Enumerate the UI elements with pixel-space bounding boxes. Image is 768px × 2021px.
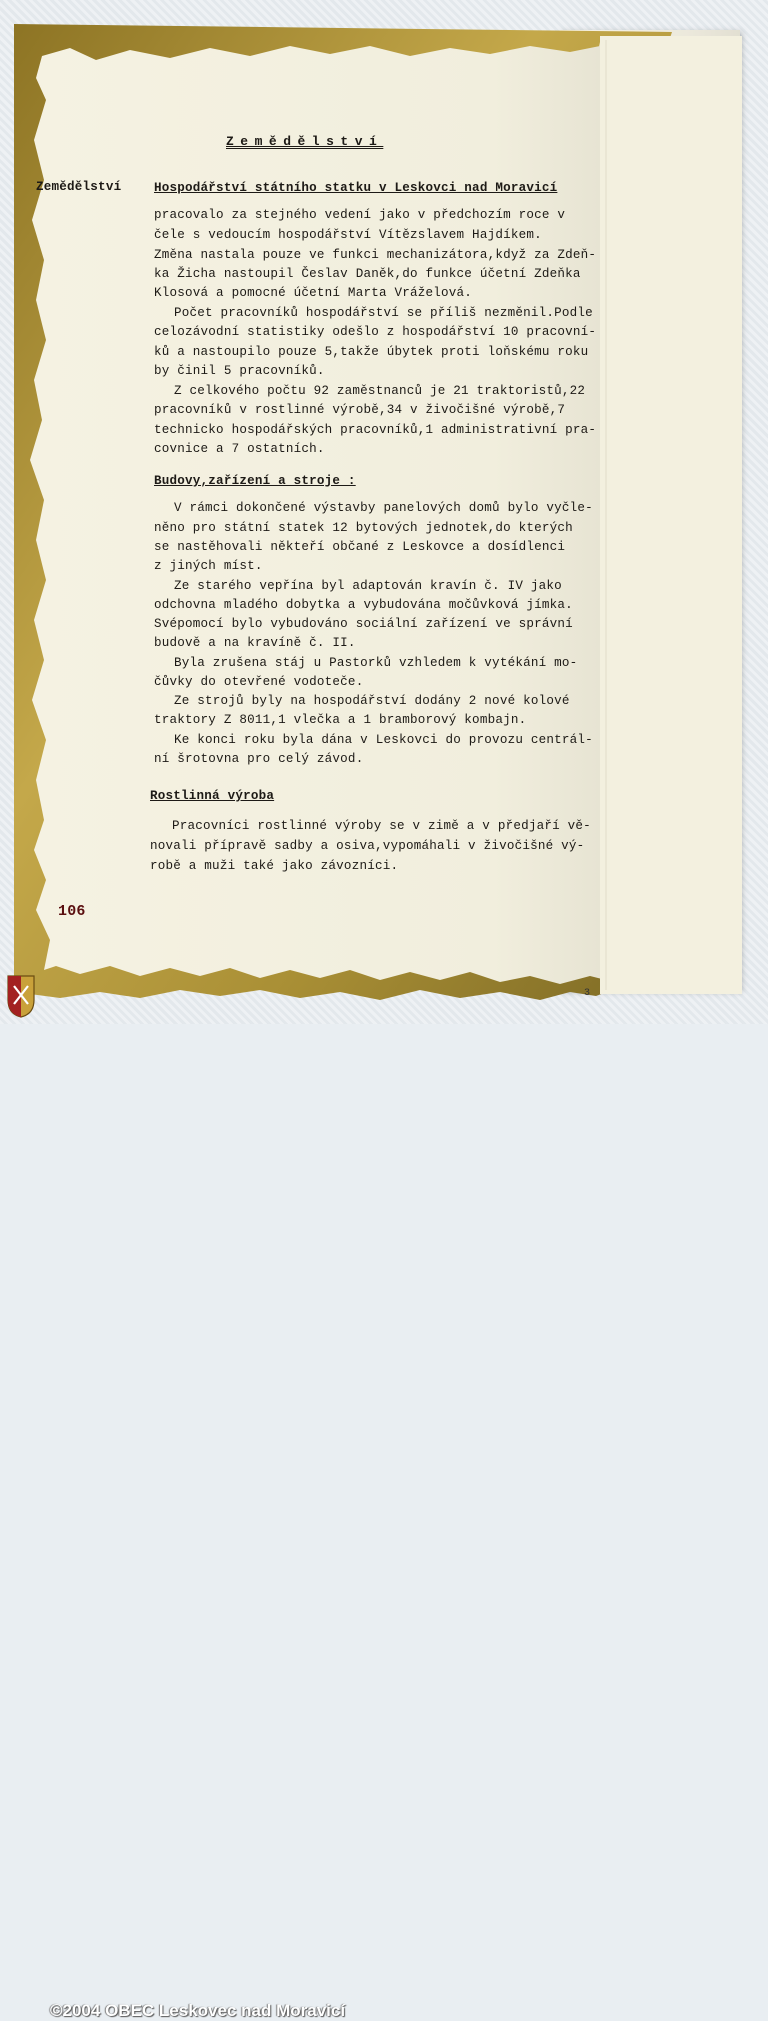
copyright-bar xyxy=(0,1000,768,2020)
text-line: novali přípravě sadby a osiva,vypomáhali v živočišné vý- xyxy=(150,839,585,853)
text-line: covnice a 7 ostatních. xyxy=(154,442,325,456)
copyright-text: ©2004 OBEC Leskovec nad Moravicí xyxy=(50,2001,346,2020)
text-line: čůvky do otevřené vodoteče. xyxy=(154,675,364,689)
text-line: z jiných míst. xyxy=(154,559,263,573)
page-number: 106 xyxy=(58,903,86,920)
text-line: Klosová a pomocné účetní Marta Vráželová. xyxy=(154,286,473,300)
text-line: Ze starého vepřína byl adaptován kravín č. IV jako xyxy=(174,579,562,593)
text-line: ka Žicha nastoupil Česlav Daněk,do funkce účetní Zdeňka xyxy=(154,267,581,281)
section-heading-crop-production: Rostlinná výroba xyxy=(150,789,275,803)
text-line: čele s vedoucím hospodářství Vítězslavem Hajdíkem. xyxy=(154,228,542,242)
text-line: odchovna mladého dobytka a vybudována močůvková jímka. xyxy=(154,598,573,612)
text-line: ní šrotovna pro celý závod. xyxy=(154,752,364,766)
text-line: Byla zrušena stáj u Pastorků vzhledem k vytékání mo- xyxy=(174,656,578,670)
text-line: se nastěhovali někteří občané z Leskovce a dosídlenci xyxy=(154,540,566,554)
corner-mark: 3 xyxy=(584,988,591,999)
text-line: ků a nastoupilo pouze 5,takže úbytek proti loňskému roku xyxy=(154,345,589,359)
text-line: Ze strojů byly na hospodářství dodány 2 nové kolové xyxy=(174,694,570,708)
text-line: Pracovníci rostlinné výroby se v zimě a v předjaří vě- xyxy=(172,819,591,833)
page-title: Zemědělství xyxy=(226,134,384,149)
text-line: robě a muži také jako závozníci. xyxy=(150,859,399,873)
text-line: traktory Z 8011,1 vlečka a 1 bramborový kombajn. xyxy=(154,713,527,727)
text-line: Ke konci roku byla dána v Leskovci do provozu centrál- xyxy=(174,733,593,747)
text-line: budově a na kravíně č. II. xyxy=(154,636,356,650)
text-line: celozávodní statistiky odešlo z hospodářství 10 pracovní- xyxy=(154,325,597,339)
text-line: Změna nastala pouze ve funkci mechanizátora,když za Zdeň- xyxy=(154,248,597,262)
text-line: Z celkového počtu 92 zaměstnanců je 21 traktoristů,22 xyxy=(174,384,586,398)
text-line: pracovníků v rostlinné výrobě,34 v živočišné výrobě,7 xyxy=(154,403,566,417)
text-line: by činil 5 pracovníků. xyxy=(154,364,325,378)
margin-section-label: Zemědělství xyxy=(36,180,122,194)
text-line: V rámci dokončené výstavby panelových domů bylo vyčle- xyxy=(174,501,593,515)
section-heading-buildings: Budovy,zařízení a stroje : xyxy=(154,474,356,488)
text-line: Počet pracovníků hospodářství se příliš nezměnil.Podle xyxy=(174,306,593,320)
section-heading-state-farm: Hospodářství státního statku v Leskovci nad Moravicí xyxy=(154,181,558,195)
text-line: pracovalo za stejného vedení jako v předchozím roce v xyxy=(154,208,566,222)
text-line: technicko hospodářských pracovníků,1 administrativní pra- xyxy=(154,423,597,437)
text-line: něno pro státní statek 12 bytových jednotek,do kterých xyxy=(154,521,573,535)
text-line: Svépomocí bylo vybudováno sociální zařízení ve správní xyxy=(154,617,573,631)
